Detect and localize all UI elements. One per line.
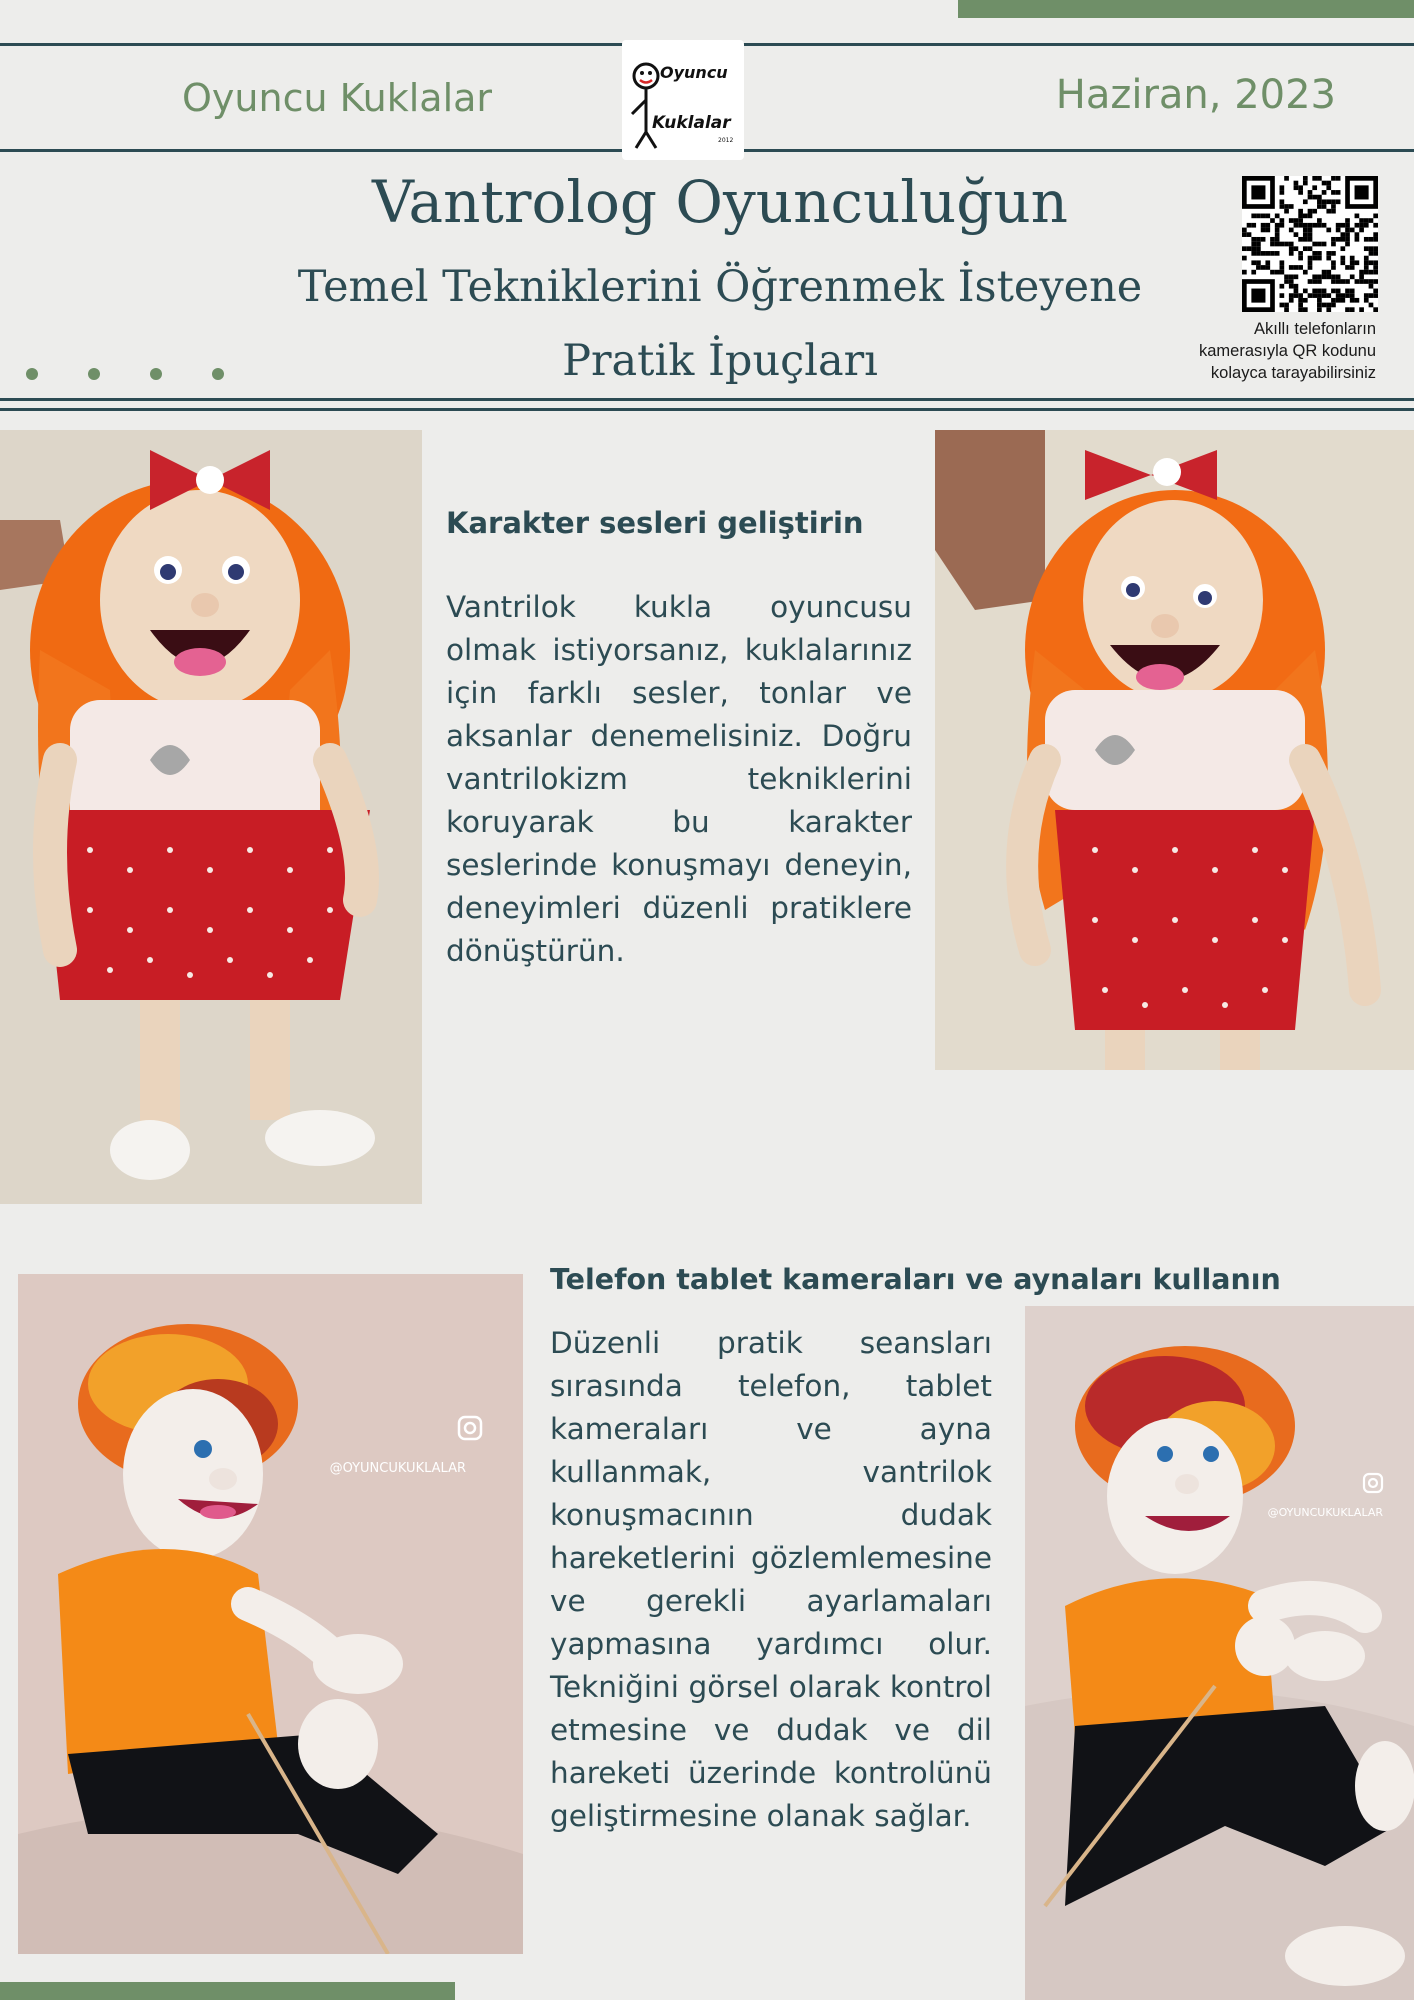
photo-girl-puppet-right xyxy=(935,430,1414,1070)
photo-boy-puppet-right xyxy=(1025,1306,1414,2000)
photo-watermark: @OYUNCUKUKLALAR xyxy=(1267,1506,1383,1519)
issue-date: Haziran, 2023 xyxy=(1055,72,1336,118)
section1-heading: Karakter sesleri geliştirin xyxy=(446,506,864,540)
subtitle-line-2: Pratik İpuçları xyxy=(562,336,878,386)
logo-year: 2012 xyxy=(718,137,734,144)
subtitle-line-1: Temel Tekniklerini Öğrenmek İsteyene xyxy=(297,262,1143,312)
qr-caption-line: kolayca tarayabilirsiniz xyxy=(1210,364,1376,382)
photo-boy-puppet-left xyxy=(18,1274,523,1954)
qr-caption-line: kamerasıyla QR kodunu xyxy=(1199,342,1376,360)
qr-code-icon xyxy=(1242,176,1378,312)
brand-logo xyxy=(622,40,744,160)
main-title: Vantrolog Oyunculuğun xyxy=(371,168,1069,236)
bottom-accent-bar xyxy=(0,1982,455,2000)
qr-code[interactable] xyxy=(1242,176,1378,312)
qr-caption-line: Akıllı telefonların xyxy=(1254,320,1376,338)
logo-text-line1: Oyuncu xyxy=(660,63,728,82)
photo-girl-puppet-left xyxy=(0,430,422,1204)
header-rule-bottom-2 xyxy=(0,408,1414,411)
logo-text-line2: Kuklalar xyxy=(652,113,731,133)
top-accent-bar xyxy=(958,0,1414,18)
section2-body: Düzenli pratik seansları sırasında telefon, tablet kameraları ve ayna kullanmak, vantrilok konuşmacının dudak hareketlerini gözlemlemesine ve gerekli ayarlamaları yapmasına yardımcı olur. Tekniğini görsel olarak kontrol etmesine ve dudak ve dil hareketi üzerinde kontrolünü geliştirmesine olanak sağlar. xyxy=(550,1326,992,1833)
section1-body: Vantrilok kukla oyuncusu olmak istiyorsanız, kuklalarınız için farklı sesler, tonlar ve aksanlar denemelisiniz. Doğru vantrilokizm tekniklerini koruyarak bu karakter seslerinde konuşmayı deneyin, deneyimleri düzenli pratiklere dönüştürün. xyxy=(446,590,912,968)
photo-watermark: @OYUNCUKUKLALAR xyxy=(329,1461,466,1476)
brand-name: Oyuncu Kuklalar xyxy=(182,76,493,120)
section2-heading: Telefon tablet kameraları ve aynaları kullanın xyxy=(550,1263,1281,1296)
header-rule-bottom-1 xyxy=(0,398,1414,401)
qr-caption xyxy=(1150,318,1376,384)
stick-figure-logo-icon xyxy=(622,40,744,160)
